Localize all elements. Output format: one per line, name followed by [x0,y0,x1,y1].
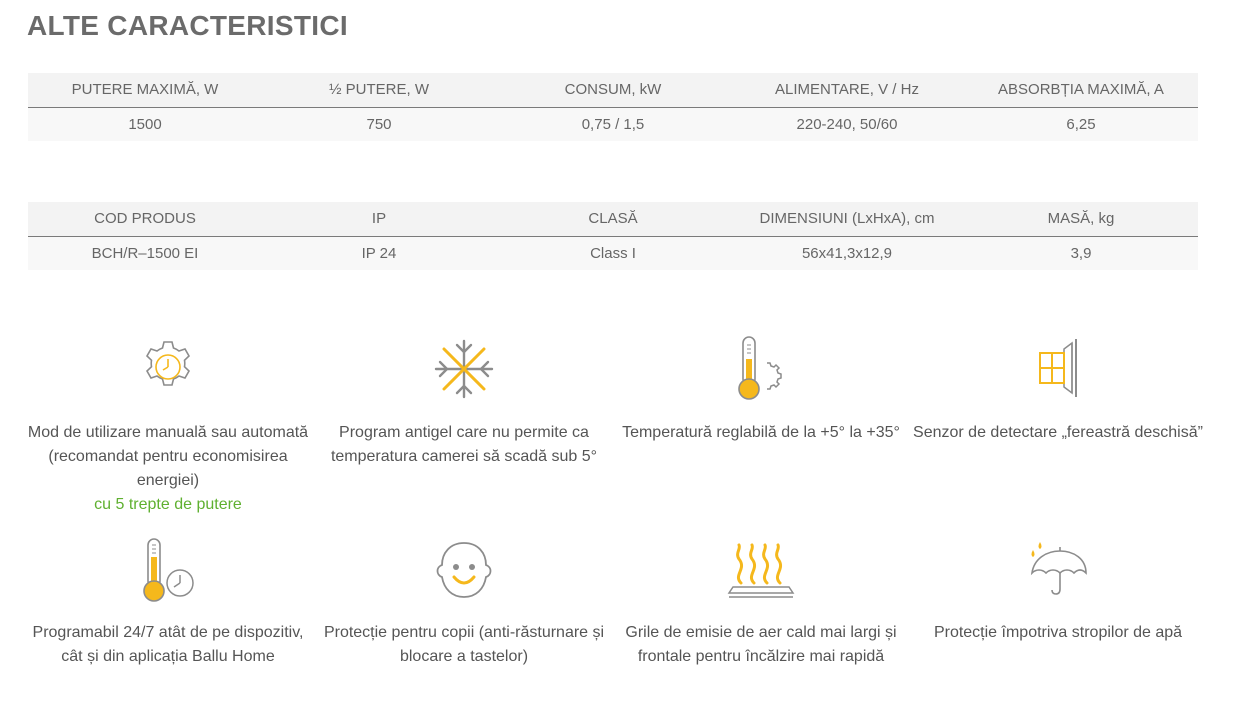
table-header-cell: MASĂ, kg [964,202,1198,236]
table-cell: 0,75 / 1,5 [496,107,730,141]
feature-splash-protection [913,535,1203,675]
gear-clock-icon [138,335,198,399]
table-header-cell: ALIMENTARE, V / Hz [730,73,964,107]
table-header-row [28,73,1198,107]
table-header-cell: PUTERE MAXIMĂ, W [28,73,262,107]
table-cell: IP 24 [262,236,496,270]
table-cell: BCH/R–1500 EI [28,236,262,270]
feature-warm-air-grilles [616,535,906,695]
specs-table-product [28,202,1198,270]
table-header-cell: ½ PUTERE, W [262,73,496,107]
table-header-cell: DIMENSIUNI (LxHxA), cm [730,202,964,236]
thermometer-clock-icon [140,537,196,605]
feature-adjustable-temperature [616,335,906,475]
open-window-icon [1034,337,1082,399]
thermometer-gear-icon [735,335,787,403]
table-cell: Class I [496,236,730,270]
feature-text: Programabil 24/7 atât de pe dispozitiv, cât și din aplicația Ballu Home [32,624,304,665]
table-row [28,107,1198,141]
table-cell: 3,9 [964,236,1198,270]
feature-programmable [23,535,313,695]
table-cell: 750 [262,107,496,141]
umbrella-drops-icon [1028,539,1088,597]
table-cell: 1500 [28,107,262,141]
feature-text: Senzor de detectare „fereastră deschisă” [913,424,1203,441]
feature-text: Temperatură reglabilă de la +5° la +35° [622,424,900,441]
table-header-cell: CONSUM, kW [496,73,730,107]
table-header-cell: IP [262,202,496,236]
feature-window-sensor [913,335,1203,475]
feature-text: Program antigel care nu permite ca temperatura camerei să scadă sub 5° [330,424,598,465]
page-title: ALTE CARACTERISTICI [27,10,348,41]
table-header-cell: COD PRODUS [28,202,262,236]
feature-text: Grile de emisie de aer cald mai largi și frontale pentru încălzire mai rapidă [625,624,897,665]
feature-manual-auto-mode [23,335,313,515]
table-cell: 56x41,3x12,9 [730,236,964,270]
table-header-cell: ABSORBȚIA MAXIMĂ, A [964,73,1198,107]
specs-table-power [28,73,1198,141]
heat-waves-icon [727,541,795,601]
table-row [28,236,1198,270]
table-header-cell: CLASĂ [496,202,730,236]
feature-text: Protecție împotriva stropilor de apă [933,624,1183,641]
table-header-row [28,202,1198,236]
feature-antifreeze [319,335,609,495]
smiley-face-icon [432,539,496,601]
snowflake-cross-icon [432,337,496,401]
table-cell: 220-240, 50/60 [730,107,964,141]
feature-highlight: cu 5 trepte de putere [94,496,242,513]
feature-text: Protecție pentru copii (anti-răsturnare și blocare a tastelor) [323,624,605,665]
table-cell: 6,25 [964,107,1198,141]
feature-child-protection [319,535,609,695]
feature-text: Mod de utilizare manuală sau automată (recomandat pentru economisirea energiei) [27,424,309,489]
